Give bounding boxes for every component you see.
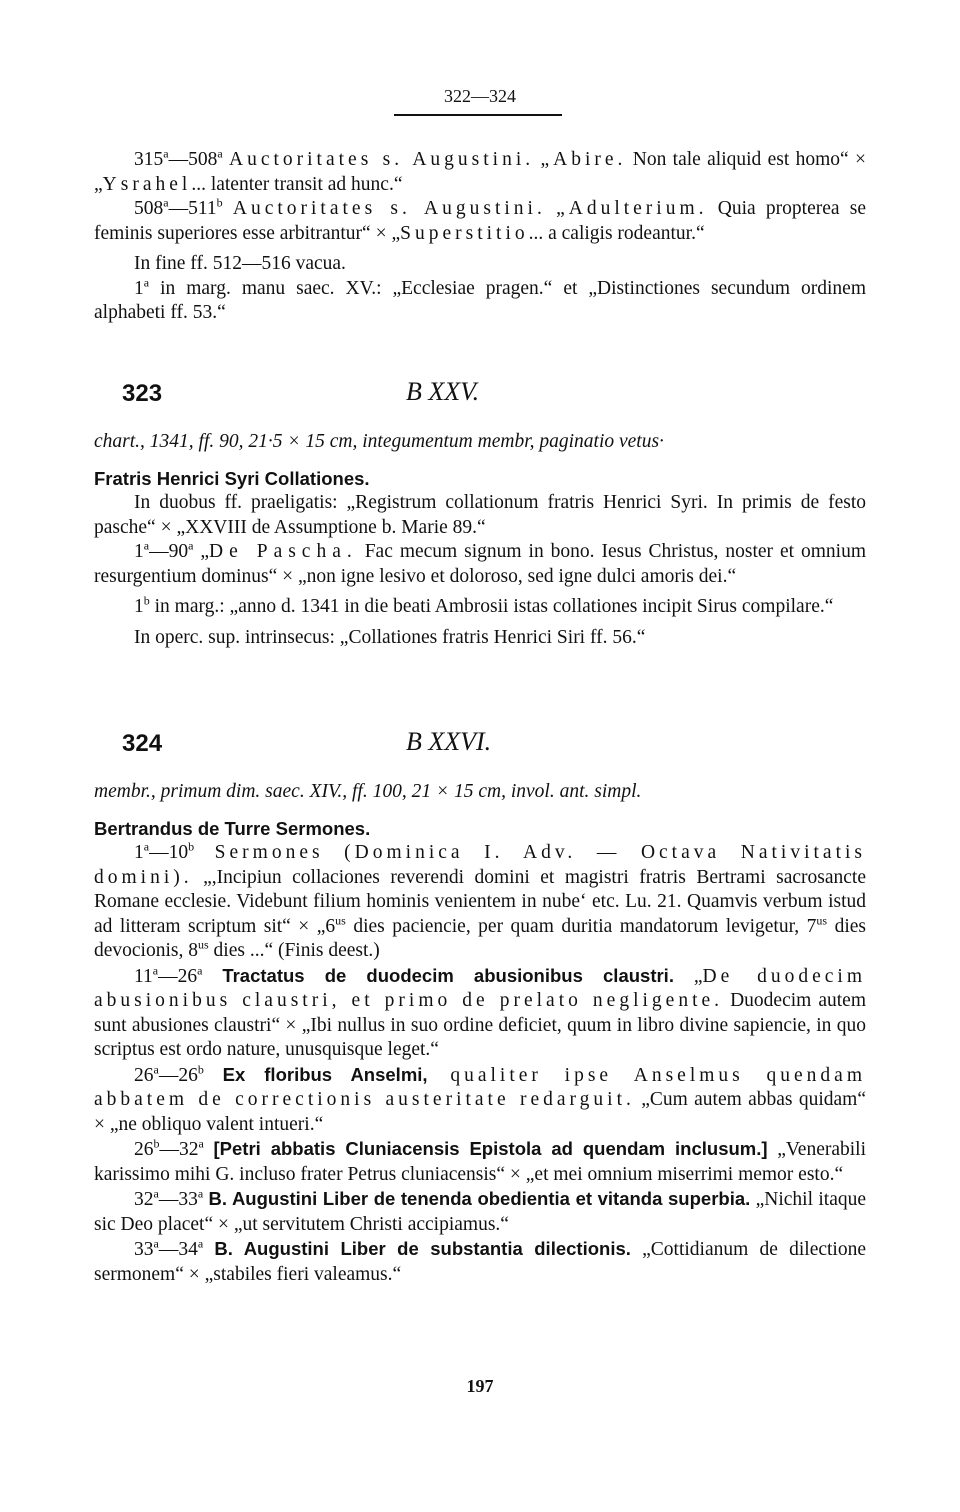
running-head-text: 322—324: [444, 86, 516, 106]
entry-324-item-4: 26$^b$—32$^a$ [Petri abbatis Cluniacensis Epistola ad quendam inclusum.] „Venerabili karissimo mihi G. incluso frater Petrus cluniacensis“ × „et mei omnium miserrimi memor esto.“: [94, 1136, 866, 1185]
entry-322-item-2: 508$^a$—511$^b$ Auctoritates s. Augustini. „Adulterium. Quia propterea se feminis superiores esse arbitrantur“ × „Superstitio... a caligis rodeantur.“: [94, 195, 867, 244]
entry-323-paragraph-1: In duobus ff. praeligatis: „Registrum collationum fratris Henrici Syri. In primis de festo pasche“ × „XXVIII de Assumptione b. Marie 89.“: [94, 492, 866, 538]
entry-323-paragraph-4: In operc. sup. intrinsecus: „Collationes fratris Henrici Siri ff. 56.“: [134, 626, 646, 648]
entry-323-block: [94, 430, 866, 650]
entry-322-note-vacua: In fine ff. 512—516 vacua.: [134, 253, 346, 274]
entry-324-item-5: 32$^a$—33$^a$ B. Augustini Liber de tenenda obedientia et vitanda superbia. „Nichil itaque sic Deo placet“ × „ut servitutem Christi accipiamus.“: [94, 1186, 867, 1235]
page-number: 197: [466, 1376, 494, 1396]
entry-324-block: [94, 780, 866, 1287]
entry-324-item-6: 33$^a$—34$^a$ B. Augustini Liber de substantia dilectionis. „Cottidianum de dilectione sermonem“ × „stabiles fieri valeamus.“: [94, 1236, 866, 1285]
entry-number: 324: [122, 730, 163, 757]
entry-324-item-3: 26$^a$—26$^b$ Ex floribus Anselmi, qualiter ipse Anselmus quendam abbatem de correctionis austeritate redarguit. „Cum autem abbas quidam“ × „ne obliquo valent intueri.“: [94, 1062, 867, 1135]
entry-322-block: [94, 148, 866, 326]
running-head: [94, 86, 866, 107]
codex-description: membr., primum dim. saec. XIV., ff. 100, 21 × 15 cm, invol. ant. simpl.: [94, 781, 642, 802]
header-rule: [394, 114, 562, 116]
shelfmark: B XXV.: [406, 377, 480, 406]
codex-description: chart., 1341, ff. 90, 21·5 × 15 cm, integumentum membr, paginatio vetus·: [94, 431, 664, 452]
work-title: Bertrandus de Turre Sermones.: [94, 817, 371, 839]
shelfmark: B XXVI.: [406, 727, 492, 756]
entry-324-item-2: 11$^a$—26$^a$ Tractatus de duodecim abusionibus claustri. „De duodecim abusionibus claustri, et primo de prelato negligente. Duodecim autem sunt abusiones claustri“ × „Ibi nullus in suo ordine deficiet, quum in libro divine sapiencie, in quo scriptus est ordo nature, unusquisque leget.“: [94, 963, 867, 1060]
entry-323-paragraph-2: 1$^a$—90$^a$ „De Pascha. Fac mecum signum in bono. Iesus Christus, noster et omnium resurgentium dominus“ × „non igne lesivo et doloroso, sed igne dulci amoris dei.“: [94, 538, 867, 587]
entry-324-item-1: 1$^a$—10$^b$ Sermones (Dominica I. Adv. — Octava Nativitatis domini). „,Incipiun collaciones reverendi domini et magistri fratris Bertrami sacrosancte Romane ecclesie. Videbunt filium hominis venientem in nube‘ etc. Lu. 21. Quamvis verbum istud ad litteram scriptum sit“ × $„6^{us}$ dies paciencie, per quam duritia mandatorum levigetur, $7^{us}$ dies devocionis, $8^{us}$ dies ...“ (Finis deest.): [94, 839, 866, 961]
work-title: Fratris Henrici Syri Collationes.: [94, 467, 370, 489]
entry-322-item-1: 315$^a$—508$^a$ Auctoritates s. Augustini. „Abire. Non tale aliquid est homo“ × „Ysrahel... latenter transit ad hunc.“: [94, 146, 866, 195]
entry-number: 323: [122, 380, 163, 407]
entry-323-paragraph-3: 1$^b$ in marg.: „anno d. 1341 in die beati Ambrosii istas collationes incipit Sirus compilare.“: [134, 593, 834, 617]
entry-322-note-margin: 1$^a$ in marg. manu saec. XV.: „Ecclesiae pragen.“ et „Distinctiones secundum ordinem alphabeti ff. 53.“: [94, 275, 866, 323]
